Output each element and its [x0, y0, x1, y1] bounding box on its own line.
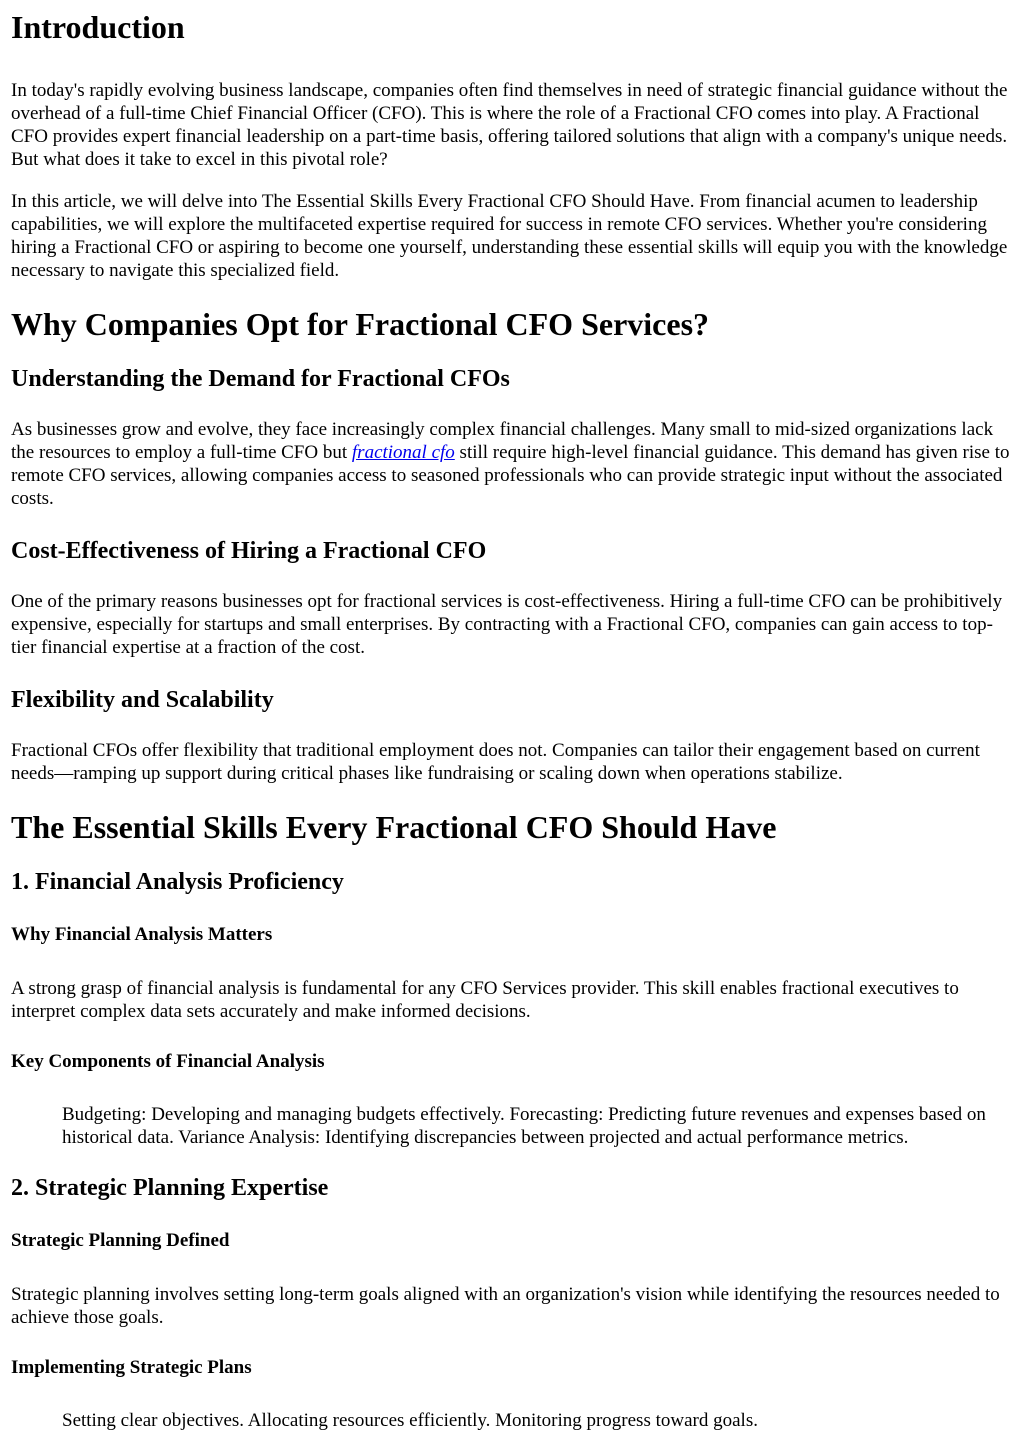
implementing-plans-list: Setting clear objectives. Allocating resources efficiently. Monitoring progress toward goals. — [62, 1410, 758, 1431]
demand-text-after: still require high-level financial guidance. This demand has given rise to remote CFO services, allowing companies access to seasoned professionals who can provide strategic input without the associated costs. — [11, 442, 1010, 509]
flexibility-heading: Flexibility and Scalability — [11, 687, 274, 713]
skill-1-heading: 1. Financial Analysis Proficiency — [11, 869, 344, 895]
key-components-heading: Key Components of Financial Analysis — [11, 1051, 325, 1072]
strategic-planning-defined-heading: Strategic Planning Defined — [11, 1230, 230, 1251]
demand-text-before: As businesses grow and evolve, they face increasingly complex financial challenges. Many small to mid-sized organizations lack the resources to employ a full-time CFO but — [11, 419, 994, 463]
why-companies-heading: Why Companies Opt for Fractional CFO Services? — [11, 306, 710, 342]
why-financial-analysis-paragraph: A strong grasp of financial analysis is fundamental for any CFO Services provider. This skill enables fractional executives to interpret complex data sets accurately and make informed decisions. — [11, 978, 959, 1022]
strategic-planning-paragraph: Strategic planning involves setting long-term goals aligned with an organization's vision while identifying the resources needed to achieve those goals. — [11, 1284, 1000, 1328]
essential-skills-heading: The Essential Skills Every Fractional CFO Should Have — [11, 809, 777, 845]
key-components-list: Budgeting: Developing and managing budgets effectively. Forecasting: Predicting future revenues and expenses based on historical data. Variance Analysis: Identifying discrepancies between projected and actual performance metrics. — [62, 1104, 986, 1148]
implementing-plans-heading: Implementing Strategic Plans — [11, 1357, 252, 1378]
cost-effectiveness-paragraph: One of the primary reasons businesses opt for fractional services is cost-effectiveness. Hiring a full-time CFO can be prohibitively expensive, especially for startups and small enterprises. By contracting with a Fractional CFO, companies can gain access to top-tier financial expertise at a fraction of the cost. — [11, 591, 1003, 658]
cost-effectiveness-heading: Cost-Effectiveness of Hiring a Fractional CFO — [11, 538, 487, 564]
intro-paragraph-1: In today's rapidly evolving business landscape, companies often find themselves in need of strategic financial guidance without the overhead of a full-time Chief Financial Officer (CFO). This is where the role of a Fractional CFO comes into play. A Fractional CFO provides expert financial leadership on a part-time basis, offering tailored solutions that align with a company's unique needs. But what does it take to excel in this pivotal role? — [11, 80, 1008, 170]
why-financial-analysis-heading: Why Financial Analysis Matters — [11, 924, 273, 945]
intro-paragraph-2: In this article, we will delve into The Essential Skills Every Fractional CFO Should Have. From financial acumen to leadership capabilities, we will explore the multifaceted expertise required for success in remote CFO services. Whether you're considering hiring a Fractional CFO or aspiring to become one yourself, understanding these essential skills will equip you with the knowledge necessary to navigate this specialized field. — [11, 191, 1008, 281]
fractional-cfo-link[interactable]: fractional cfo — [351, 442, 455, 463]
intro-heading: Introduction — [11, 9, 185, 45]
skill-2-heading: 2. Strategic Planning Expertise — [11, 1175, 329, 1201]
demand-heading: Understanding the Demand for Fractional CFOs — [11, 366, 510, 392]
demand-paragraph — [11, 418, 1013, 510]
flexibility-paragraph: Fractional CFOs offer flexibility that traditional employment does not. Companies can tailor their engagement based on current needs—ramping up support during critical phases like fundraising or scaling down when operations stabilize. — [11, 740, 980, 784]
